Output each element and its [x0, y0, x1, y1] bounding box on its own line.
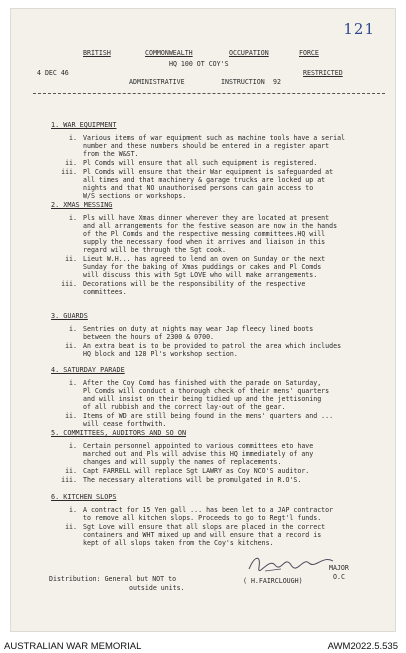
instruction-type: ADMINISTRATIVE: [129, 78, 185, 86]
item-number: i.: [69, 442, 77, 450]
item-number: ii.: [65, 255, 77, 263]
handwritten-number: 121: [343, 20, 375, 38]
item-text-line: Lieut W.H... has agreed to lend an oven on Sunday or the next: [83, 255, 326, 263]
item-text-line: After the Coy Comd has finished with the parade on Saturday,: [83, 379, 322, 387]
distribution: Distribution: General but NOT to: [49, 575, 177, 583]
item-text-line: kept of all slops taken from the Coy's kitchens.: [83, 539, 274, 547]
item-text-line: of the Pl Comds and the respective messing committees.HQ will: [83, 230, 326, 238]
item-number: ii.: [65, 412, 77, 420]
item-text-line: from the W&ST.: [83, 150, 139, 158]
item-number: i.: [69, 134, 77, 142]
item-text-line: Pl Comds will ensure that their War equipment is safeguarded at: [83, 168, 334, 176]
signature-name: ( H.FAIRCLOUGH): [243, 577, 303, 585]
item-text-line: Pls will have Xmas dinner wherever they are located at present: [83, 214, 330, 222]
footer-accession: AWM2022.5.535: [327, 641, 398, 652]
item-text-line: of all rubbish and the correct lay-out of the gear.: [83, 403, 286, 411]
item-text-line: Sgt Love will ensure that all slops are placed in the correct: [83, 523, 326, 531]
item-number: ii.: [65, 467, 77, 475]
distribution-continued: outside units.: [129, 584, 185, 592]
header-divider: [33, 93, 385, 94]
instruction-label: INSTRUCTION: [221, 78, 265, 86]
item-number: iii.: [61, 168, 77, 176]
item-text-line: and all arrangements for the festive season are now in the hands: [83, 222, 338, 230]
item-text-line: Items of WD are still being found in the mens' quarters and ...: [83, 412, 334, 420]
instruction-number: 92: [273, 78, 281, 86]
item-text-line: to remove all kitchen slops. Proceeds to go to Regt'l funds.: [83, 514, 322, 522]
signature-role: O.C: [333, 573, 345, 581]
item-number: ii.: [65, 523, 77, 531]
section-heading: 5. COMMITTEES, AUDITORS AND SO ON: [51, 429, 187, 437]
item-text-line: Certain personnel appointed to various committees eto have: [83, 442, 314, 450]
classification: RESTRICTED: [303, 69, 343, 77]
item-text-line: supply the necessary food when it arrives and liaison in this: [83, 238, 326, 246]
item-number: ii.: [65, 159, 77, 167]
item-text-line: marched out and Pls will advise this HQ immediately of any: [83, 450, 314, 458]
header-unit-word: COMMONWEALTH: [145, 49, 193, 57]
item-number: i.: [69, 325, 77, 333]
section-heading: 4. SATURDAY PARADE: [51, 366, 125, 374]
item-text-line: containers and WHT mixed up and will ensure that a record is: [83, 531, 322, 539]
item-number: iii.: [61, 476, 77, 484]
item-text-line: Pl Comds will conduct a thorough check of their mens' quarters: [83, 387, 330, 395]
item-text-line: Sentries on duty at nights may wear Jap fleecy lined boots: [83, 325, 314, 333]
item-text-line: number and these numbers should be entered in a register apart: [83, 142, 330, 150]
item-text-line: will cease forthwith.: [83, 420, 167, 428]
item-number: ii.: [65, 342, 77, 350]
item-text-line: Capt FARRELL will replace Sgt LAWRY as Coy NCO'S auditor.: [83, 467, 310, 475]
item-text-line: Sunday for the baking of Xmas puddings or cakes and Pl Comds: [83, 263, 322, 271]
header-hq: HQ 100 OT COY'S: [169, 60, 229, 68]
document-date: 4 DEC 46: [37, 69, 69, 77]
item-text-line: and will insist on their being tidied up and the jettisoning: [83, 395, 322, 403]
section-heading: 1. WAR EQUIPMENT: [51, 121, 117, 129]
item-number: i.: [69, 379, 77, 387]
item-number: i.: [69, 506, 77, 514]
header-unit-word: OCCUPATION: [229, 49, 269, 57]
item-text-line: changes and will supply the names of replacements.: [83, 458, 282, 466]
item-text-line: Pl Comds will ensure that all such equipment is registered.: [83, 159, 318, 167]
item-text-line: all times and that machinery & garage trucks are locked up at: [83, 176, 326, 184]
section-heading: 6. KITCHEN SLOPS: [51, 493, 117, 501]
item-number: i.: [69, 214, 77, 222]
item-text-line: regard will be through the Sgt cook.: [83, 246, 226, 254]
signature-image: [245, 551, 341, 575]
footer-institution: AUSTRALIAN WAR MEMORIAL: [4, 641, 142, 652]
item-text-line: Various items of war equipment such as machine tools have a serial: [83, 134, 346, 142]
item-text-line: A contract for 15 Yen gall ... has been let to a JAP contractor: [83, 506, 334, 514]
document-sheet: [11, 9, 395, 631]
signature-rank: MAJOR: [329, 564, 349, 572]
item-number: iii.: [61, 280, 77, 288]
header-unit-word: FORCE: [299, 49, 319, 57]
header-unit-word: BRITISH: [83, 49, 111, 57]
item-text-line: Decorations will be the responsibility of the respective: [83, 280, 306, 288]
item-text-line: An extra beat is to be provided to patrol the area which includes: [83, 342, 342, 350]
section-heading: 2. XMAS MESSING: [51, 201, 113, 209]
item-text-line: The necessary alterations will be promulgated in R.O'S.: [83, 476, 302, 484]
item-text-line: committees.: [83, 288, 127, 296]
archive-footer: [0, 638, 406, 653]
item-text-line: HQ block and 128 Pl's workshop section.: [83, 350, 238, 358]
item-text-line: will discuss this with Sgt LOVE who will make arrangements.: [83, 271, 318, 279]
item-text-line: between the hours of 2300 & 0700.: [83, 333, 215, 341]
item-text-line: W/S sections or workshops.: [83, 192, 187, 200]
section-heading: 3. GUARDS: [51, 312, 88, 320]
document-body: [11, 9, 395, 631]
item-text-line: nights and that NO unauthorised persons can gain access to: [83, 184, 314, 192]
